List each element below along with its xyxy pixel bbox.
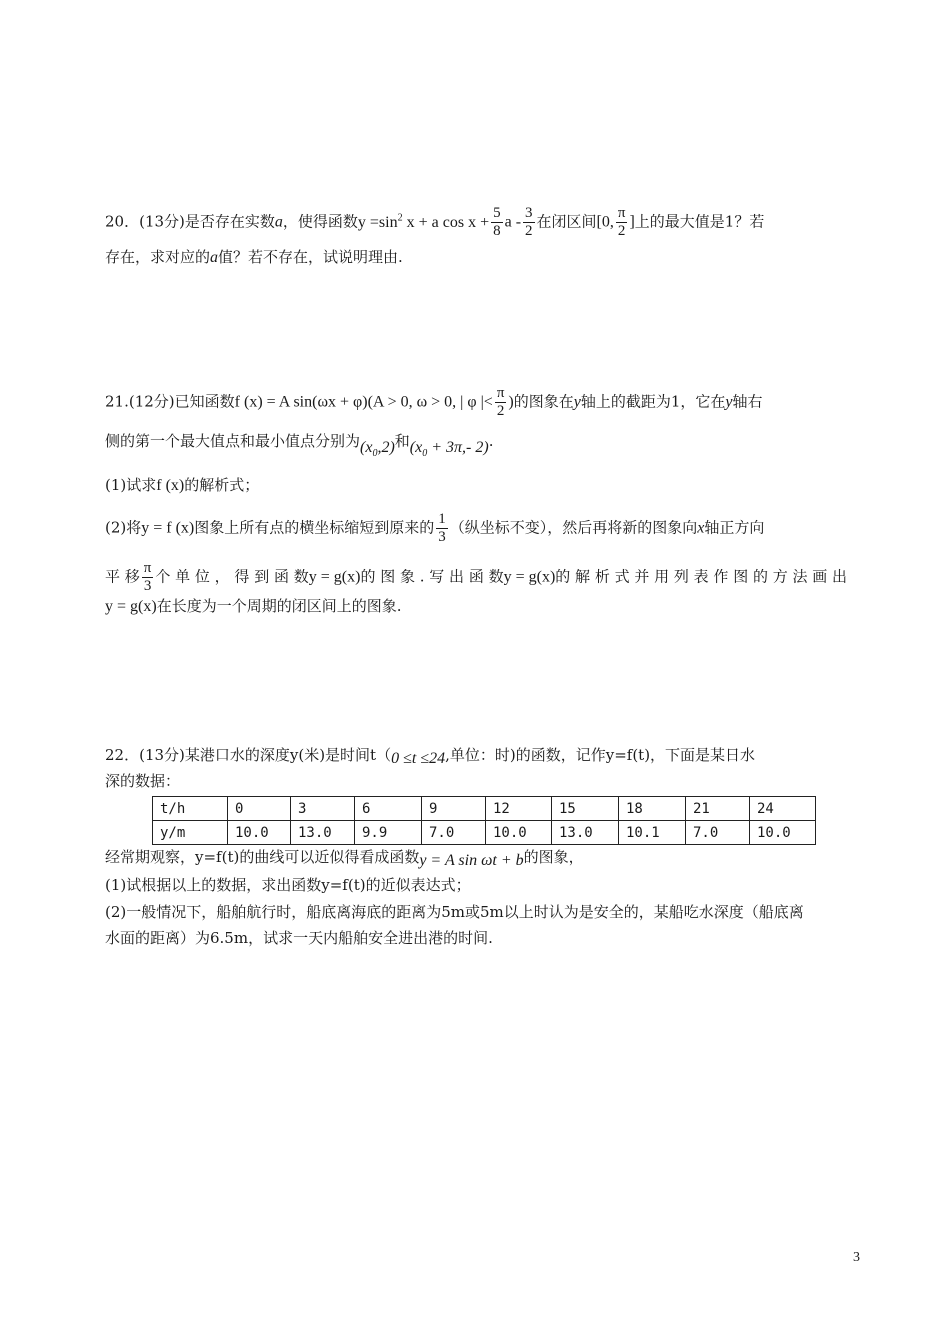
eq-part: (x: [360, 439, 373, 456]
q21-text: 和: [394, 432, 410, 450]
table-cell: 6: [355, 797, 422, 821]
q22-s2a: [105, 902, 804, 922]
q21-text: .: [488, 432, 494, 450]
q21-eq: f (x) = A sin(ωx + φ)(A > 0, ω > 0, | φ |<: [234, 393, 493, 411]
q22-text: (2)一般情况下，船舶航行时，船底离海底的距离为5m或5m以上时认为是安全的，某船吃水深度（船底离: [105, 903, 804, 921]
q21-text: 图象上所有点的横坐标缩短到原来的: [194, 518, 435, 537]
table-cell: 13.0: [552, 821, 619, 845]
q21-text: 21.(12分)已知函数: [105, 392, 235, 411]
table-cell: 18: [619, 797, 686, 821]
q20-line2: [105, 247, 403, 268]
q20-text: 上的最大值是1？若: [634, 212, 765, 231]
denominator: 2: [525, 223, 533, 239]
depth-table: [152, 796, 816, 845]
denominator: 3: [438, 529, 446, 545]
q22-text: (1)试根据以上的数据，求出函数y=f(t)的近似表达式；: [105, 876, 471, 894]
table-cell: 9: [422, 797, 486, 821]
eq-part: y = g(x): [105, 598, 157, 615]
q22-text: 的图象，: [523, 848, 584, 866]
q20-text: 在闭区间: [536, 212, 597, 231]
denominator: 2: [617, 223, 626, 239]
q22-text: 22．(13分)某港口水的深度y(米)是时间t（: [105, 746, 392, 764]
fraction-pi-2: [616, 205, 628, 240]
eq-part: y = f (x): [141, 519, 195, 537]
q20-text: 值？若不存在，试说明理由.: [218, 248, 403, 266]
eq-part: f (x): [156, 477, 185, 494]
table-cell: 7.0: [422, 821, 486, 845]
interval: [0,: [596, 213, 614, 231]
q21-text: 的 图 象 . 写 出 函 数: [360, 567, 504, 586]
table-cell: 15: [552, 797, 619, 821]
q20-text: 20．(13分)是否存在实数: [105, 212, 275, 231]
table-cell: 10.0: [486, 821, 552, 845]
table-cell: t/h: [153, 797, 228, 821]
table-cell: 3: [291, 797, 355, 821]
q21-text: 的 解 析 式 并 用 列 表 作 图 的 方 法 画 出: [555, 567, 848, 586]
page-number: 3: [853, 1250, 860, 1265]
table-row: [153, 821, 816, 845]
q20-text: 存在，求对应的: [105, 248, 211, 266]
q20-text: ，使得函数: [282, 212, 358, 231]
q22-text: 深的数据：: [105, 772, 181, 790]
eq-part: x + a cos x +: [402, 213, 490, 231]
q21-text: (1)试求: [105, 476, 157, 494]
numerator: π: [617, 205, 626, 221]
q22-line2: [105, 771, 180, 791]
eq-part: a -: [504, 213, 522, 231]
table-cell: 21: [686, 797, 750, 821]
var-a: a: [210, 249, 219, 266]
q22-text: ,单位：时)的函数，记作y=f(t)，下面是某日水: [445, 746, 756, 764]
q21-text: 轴上的截距为1，它在: [580, 392, 726, 411]
q21-text: 轴正方向: [704, 518, 765, 537]
interval-end: ]: [629, 213, 635, 231]
denominator: 3: [143, 578, 152, 594]
q21-text: 个 单 位 ， 得 到 函 数: [155, 567, 309, 586]
q21-text: 的解析式；: [184, 476, 260, 494]
point-max: [360, 439, 395, 460]
table-cell: y/m: [153, 821, 228, 845]
q22-s2b: [105, 928, 493, 948]
q20-eq: [358, 214, 489, 231]
var-x: x: [697, 519, 705, 537]
q21-sub1: [105, 475, 259, 496]
table-cell: 10.0: [750, 821, 816, 845]
var-y: y: [573, 393, 581, 411]
q21-text: 轴右: [732, 392, 763, 411]
numerator: 1: [438, 511, 446, 527]
q21-text: 侧的第一个最大值点和最小值点分别为: [105, 432, 361, 450]
table-cell: 13.0: [291, 821, 355, 845]
table-cell: 9.9: [355, 821, 422, 845]
q20-line1: [105, 205, 764, 240]
table-cell: 10.0: [228, 821, 291, 845]
fraction-3-2: [523, 205, 535, 240]
fraction-pi-3: [142, 560, 154, 595]
eq-part: y = A sin ωt + b: [419, 852, 524, 869]
var-y: y: [725, 393, 733, 411]
q21-sub2: [105, 511, 764, 546]
eq-part: y = g(x): [308, 568, 361, 586]
numerator: 5: [493, 205, 501, 221]
fraction-1-3: [436, 511, 448, 546]
table-cell: 0: [228, 797, 291, 821]
eq-part: y = g(x): [503, 568, 556, 586]
table-cell: 12: [486, 797, 552, 821]
eq-part: y =sin: [357, 213, 398, 231]
fraction-5-8: [491, 205, 503, 240]
table-row: [153, 797, 816, 821]
q22-text: 水面的距离）为6.5m，试求一天内船舶安全进出港的时间.: [105, 929, 493, 947]
table-cell: 24: [750, 797, 816, 821]
eq-part: ): [508, 393, 514, 411]
denominator: 2: [496, 403, 505, 419]
q21-line5: [105, 596, 401, 617]
q22-text: 经常期观察，y=f(t)的曲线可以近似得看成函数: [105, 848, 420, 866]
q21-text: （纵坐标不变），然后再将新的图象向: [449, 518, 698, 537]
numerator: π: [143, 560, 152, 576]
var-a: a: [274, 213, 283, 231]
denominator: 8: [493, 223, 501, 239]
q22-after1: [105, 847, 584, 868]
eq-part: (x: [409, 439, 423, 456]
fraction-pi-2: [495, 385, 507, 420]
numerator: π: [496, 385, 505, 401]
q21-line1: [105, 385, 763, 420]
q21-line4: [105, 560, 847, 595]
table-cell: 7.0: [686, 821, 750, 845]
q21-text: (2)将: [105, 518, 142, 537]
numerator: 3: [525, 205, 533, 221]
q22-line1: [105, 745, 755, 766]
q21-text: 在长度为一个周期的闭区间上的图象.: [156, 597, 402, 615]
table-cell: 10.1: [619, 821, 686, 845]
q21-line2: [105, 431, 493, 458]
condition: 0 ≤t ≤24: [391, 750, 446, 767]
subscript: 0: [372, 448, 378, 460]
exp: 2: [397, 212, 403, 224]
q21-text: 的图象在: [513, 392, 574, 411]
point-min: [409, 439, 489, 460]
eq-part: + 3π,- 2): [427, 439, 489, 456]
q22-s1: [105, 875, 471, 895]
q21-text: 平 移: [105, 567, 140, 586]
subscript: 0: [422, 448, 428, 460]
eq-part: ,2): [377, 439, 395, 456]
